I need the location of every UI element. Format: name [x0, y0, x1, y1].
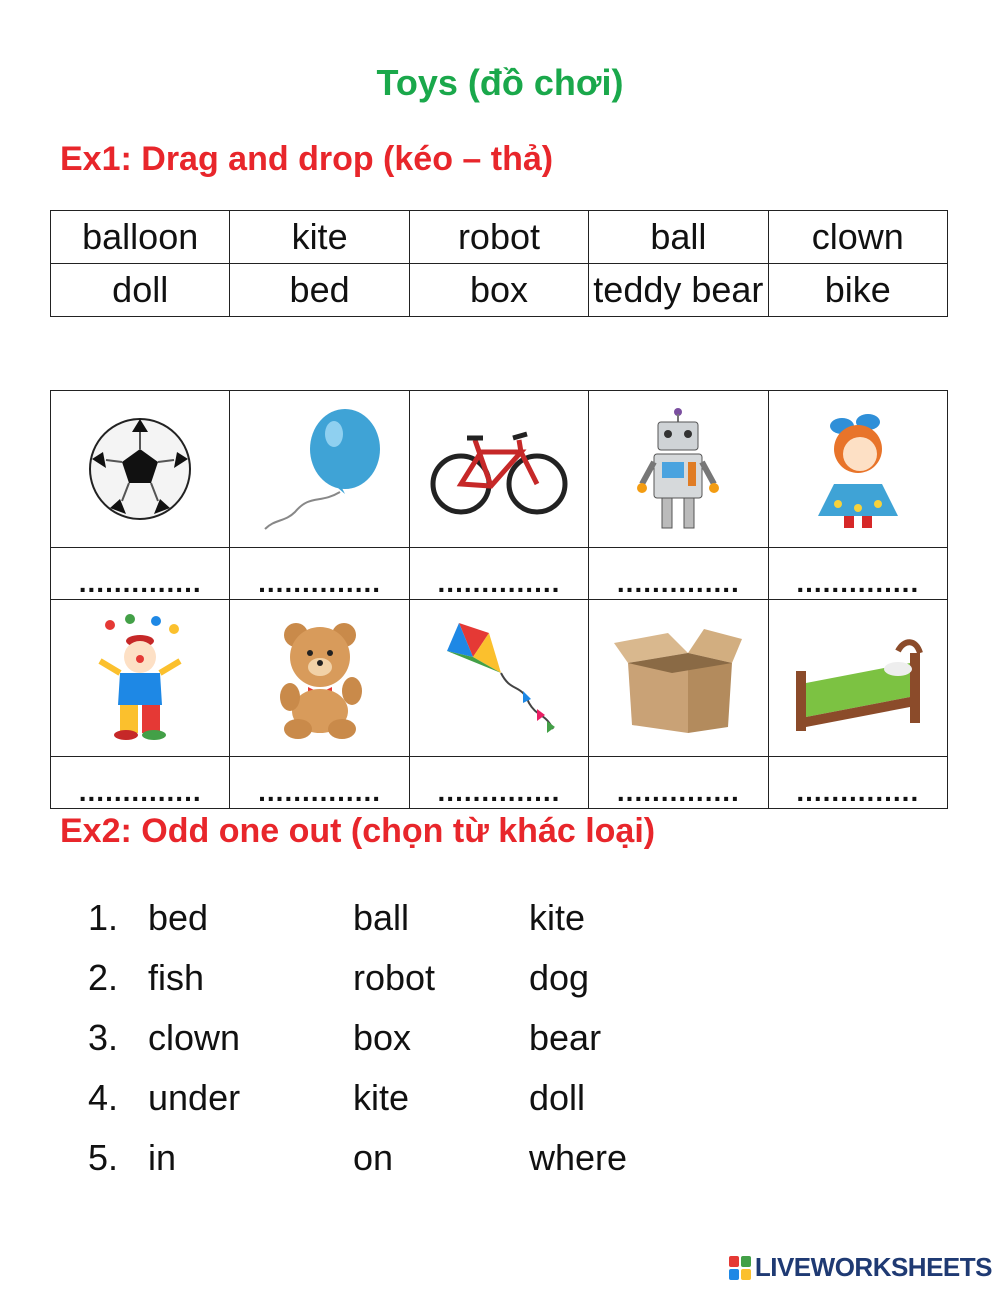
picture-cell — [768, 600, 947, 757]
word-option[interactable]: kite — [353, 1077, 410, 1118]
item-number: 3. — [88, 1017, 119, 1058]
word-option[interactable]: bed — [148, 897, 209, 938]
bed-picture — [788, 613, 928, 743]
balloon-picture — [250, 404, 390, 534]
odd-one-out-list — [88, 888, 689, 1188]
word-bank-table — [50, 210, 948, 317]
ball-picture — [70, 404, 210, 534]
list-item — [88, 1068, 689, 1128]
word-option[interactable]: doll — [529, 1077, 586, 1118]
picture-cell — [409, 391, 588, 548]
word-bank-cell[interactable]: bed — [230, 264, 409, 317]
word-option[interactable]: ball — [353, 897, 410, 938]
ex1-heading: Ex1: Drag and drop (kéo – thả) — [60, 140, 554, 178]
ex2-heading: Ex2: Odd one out (chọn từ khác loại) — [60, 812, 656, 850]
picture-cell — [230, 600, 409, 757]
picture-cell — [51, 391, 230, 548]
word-option[interactable]: where — [529, 1137, 628, 1178]
word-bank-cell[interactable]: clown — [768, 211, 947, 264]
word-bank-row — [51, 211, 948, 264]
answer-blank[interactable]: .............. — [409, 548, 588, 600]
word-bank-cell[interactable]: kite — [230, 211, 409, 264]
word-bank-cell[interactable]: balloon — [51, 211, 230, 264]
item-number: 5. — [88, 1137, 119, 1178]
list-item — [88, 1128, 689, 1188]
word-bank-cell[interactable]: ball — [589, 211, 768, 264]
liveworksheets-logo-icon — [729, 1256, 751, 1280]
kite-picture — [429, 613, 569, 743]
word-option[interactable]: fish — [148, 957, 205, 998]
answer-blank[interactable]: .............. — [51, 548, 230, 600]
answer-blank[interactable]: .............. — [768, 548, 947, 600]
teddy-bear-picture — [250, 613, 390, 743]
picture-table — [50, 390, 948, 809]
answer-blank[interactable]: .............. — [768, 757, 947, 809]
answer-blank[interactable]: .............. — [51, 757, 230, 809]
item-number: 1. — [88, 897, 119, 938]
word-option[interactable]: under — [148, 1077, 241, 1118]
word-option[interactable]: on — [353, 1137, 394, 1178]
picture-cell — [409, 600, 588, 757]
word-bank-cell[interactable]: box — [409, 264, 588, 317]
word-option[interactable]: in — [148, 1137, 177, 1178]
word-option[interactable]: kite — [529, 897, 586, 938]
bike-picture — [429, 404, 569, 534]
word-bank-cell[interactable]: bike — [768, 264, 947, 317]
page-title: Toys (đồ chơi) — [376, 62, 624, 103]
item-number: 4. — [88, 1077, 119, 1118]
picture-cell — [589, 391, 768, 548]
word-option[interactable]: bear — [529, 1017, 602, 1058]
word-option[interactable]: box — [353, 1017, 412, 1058]
robot-picture — [608, 404, 748, 534]
picture-cell — [51, 600, 230, 757]
box-picture — [608, 613, 748, 743]
answer-blank[interactable]: .............. — [230, 757, 409, 809]
doll-picture — [788, 404, 928, 534]
picture-cell — [768, 391, 947, 548]
word-option[interactable]: dog — [529, 957, 590, 998]
answer-blank[interactable]: .............. — [409, 757, 588, 809]
list-item — [88, 948, 689, 1008]
word-option[interactable]: robot — [353, 957, 436, 998]
liveworksheets-logo[interactable] — [729, 1252, 992, 1283]
word-bank-cell[interactable]: robot — [409, 211, 588, 264]
logo-text: LIVEWORKSHEETS — [754, 1252, 992, 1282]
item-number: 2. — [88, 957, 119, 998]
word-bank-cell[interactable]: doll — [51, 264, 230, 317]
answer-blank[interactable]: .............. — [589, 757, 768, 809]
word-bank-cell[interactable]: teddy bear — [589, 264, 768, 317]
answer-blank[interactable]: .............. — [589, 548, 768, 600]
word-bank-row — [51, 264, 948, 317]
list-item — [88, 888, 689, 948]
list-item — [88, 1008, 689, 1068]
picture-cell — [230, 391, 409, 548]
answer-blank[interactable]: .............. — [230, 548, 409, 600]
picture-cell — [589, 600, 768, 757]
clown-picture — [70, 613, 210, 743]
word-option[interactable]: clown — [148, 1017, 241, 1058]
